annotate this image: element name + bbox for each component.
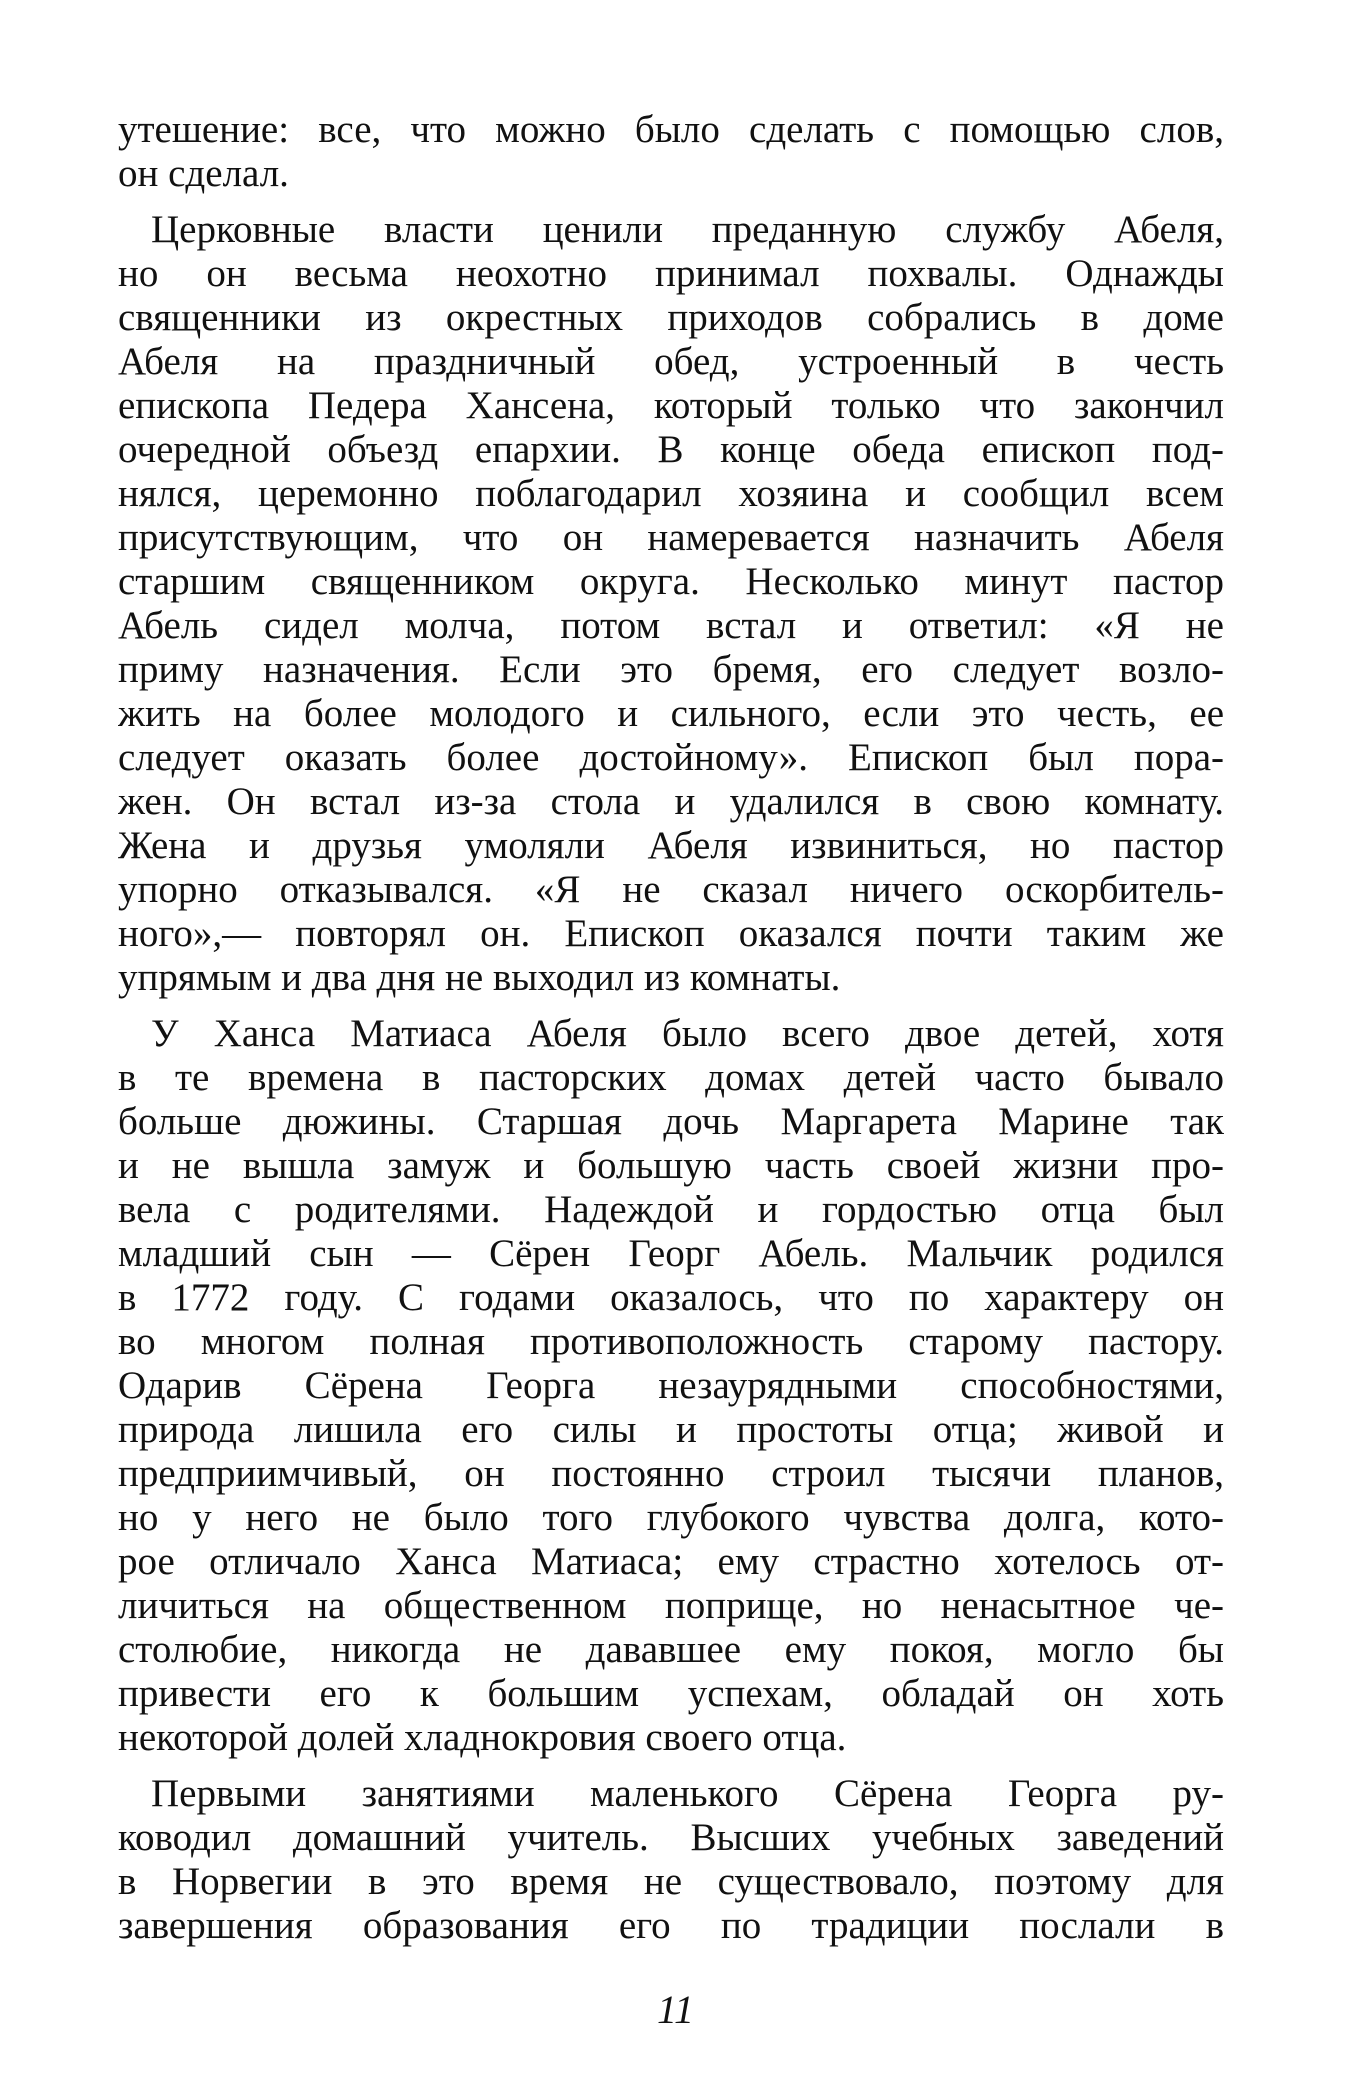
text-line: рое отличало Ханса Матиаса; ему страстно хотелось от-	[118, 1540, 1224, 1583]
text-line: но он весьма неохотно принимал похвалы. Однажды	[118, 252, 1224, 295]
text-line: епископа Педера Хансена, который только что закончил	[118, 384, 1224, 427]
text-line: завершения образования его по традиции послали в	[118, 1904, 1224, 1947]
paragraph-2	[118, 208, 1224, 1000]
text-line: предприимчивый, он постоянно строил тысячи планов,	[118, 1452, 1224, 1495]
text-line: нялся, церемонно поблагодарил хозяина и сообщил всем	[118, 472, 1224, 515]
text-line: очередной объезд епархии. В конце обеда епископ под-	[118, 428, 1224, 471]
text-line: священники из окрестных приходов собрались в доме	[118, 296, 1224, 339]
text-line: ного»,— повторял он. Епископ оказался почти таким же	[118, 912, 1224, 955]
text-line: привести его к большим успехам, обладай он хоть	[118, 1672, 1224, 1715]
text-line: ководил домашний учитель. Высших учебных заведений	[118, 1816, 1224, 1859]
text-line: упорно отказывался. «Я не сказал ничего оскорбитель-	[118, 868, 1224, 911]
text-line: жить на более молодого и сильного, если это честь, ее	[118, 692, 1224, 735]
text-line: присутствующим, что он намеревается назначить Абеля	[118, 516, 1224, 559]
text-line: упрямым и два дня не выходил из комнаты.	[118, 956, 841, 999]
text-line: в те времена в пасторских домах детей часто бывало	[118, 1056, 1224, 1099]
text-line: приму назначения. Если это бремя, его следует возло-	[118, 648, 1224, 691]
text-line: вела с родителями. Надеждой и гордостью отца был	[118, 1188, 1224, 1231]
text-line: он сделал.	[118, 152, 289, 195]
text-line: личиться на общественном поприще, но ненасытное че-	[118, 1584, 1224, 1627]
text-line: природа лишила его силы и простоты отца; живой и	[118, 1408, 1224, 1451]
text-line: Абель сидел молча, потом встал и ответил: «Я не	[118, 604, 1224, 647]
page-number: 11	[656, 1987, 695, 2032]
text-line: следует оказать более достойному». Епископ был пора-	[118, 736, 1224, 779]
text-line: но у него не было того глубокого чувства долга, кото-	[118, 1496, 1224, 1539]
text-line: Первыми занятиями маленького Сёрена Георга ру-	[151, 1772, 1224, 1815]
text-line: Церковные власти ценили преданную службу Абеля,	[151, 208, 1224, 251]
paragraph-1	[118, 108, 1224, 196]
text-line: Абеля на праздничный обед, устроенный в честь	[118, 340, 1224, 383]
text-line: столюбие, никогда не дававшее ему покоя, могло бы	[118, 1628, 1224, 1671]
text-line: У Ханса Матиаса Абеля было всего двое детей, хотя	[151, 1012, 1224, 1055]
text-line: во многом полная противоположность старому пастору.	[118, 1320, 1224, 1363]
text-line: в Норвегии в это время не существовало, поэтому для	[118, 1860, 1224, 1903]
text-line: старшим священником округа. Несколько минут пастор	[118, 560, 1224, 603]
text-line: младший сын — Сёрен Георг Абель. Мальчик родился	[118, 1232, 1224, 1275]
text-line: некоторой долей хладнокровия своего отца.	[118, 1716, 847, 1759]
text-line: жен. Он встал из-за стола и удалился в свою комнату.	[118, 780, 1224, 823]
text-line: утешение: все, что можно было сделать с помощью слов,	[118, 108, 1224, 151]
text-line: в 1772 году. С годами оказалось, что по характеру он	[118, 1276, 1224, 1319]
paragraph-3	[118, 1012, 1224, 1760]
book-page	[118, 108, 1224, 1948]
text-line: Жена и друзья умоляли Абеля извиниться, но пастор	[118, 824, 1224, 867]
text-line: Одарив Сёрена Георга незаурядными способностями,	[118, 1364, 1224, 1407]
paragraph-4	[118, 1772, 1224, 1948]
text-line: больше дюжины. Старшая дочь Маргарета Марине так	[118, 1100, 1224, 1143]
text-line: и не вышла замуж и большую часть своей жизни про-	[118, 1144, 1224, 1187]
